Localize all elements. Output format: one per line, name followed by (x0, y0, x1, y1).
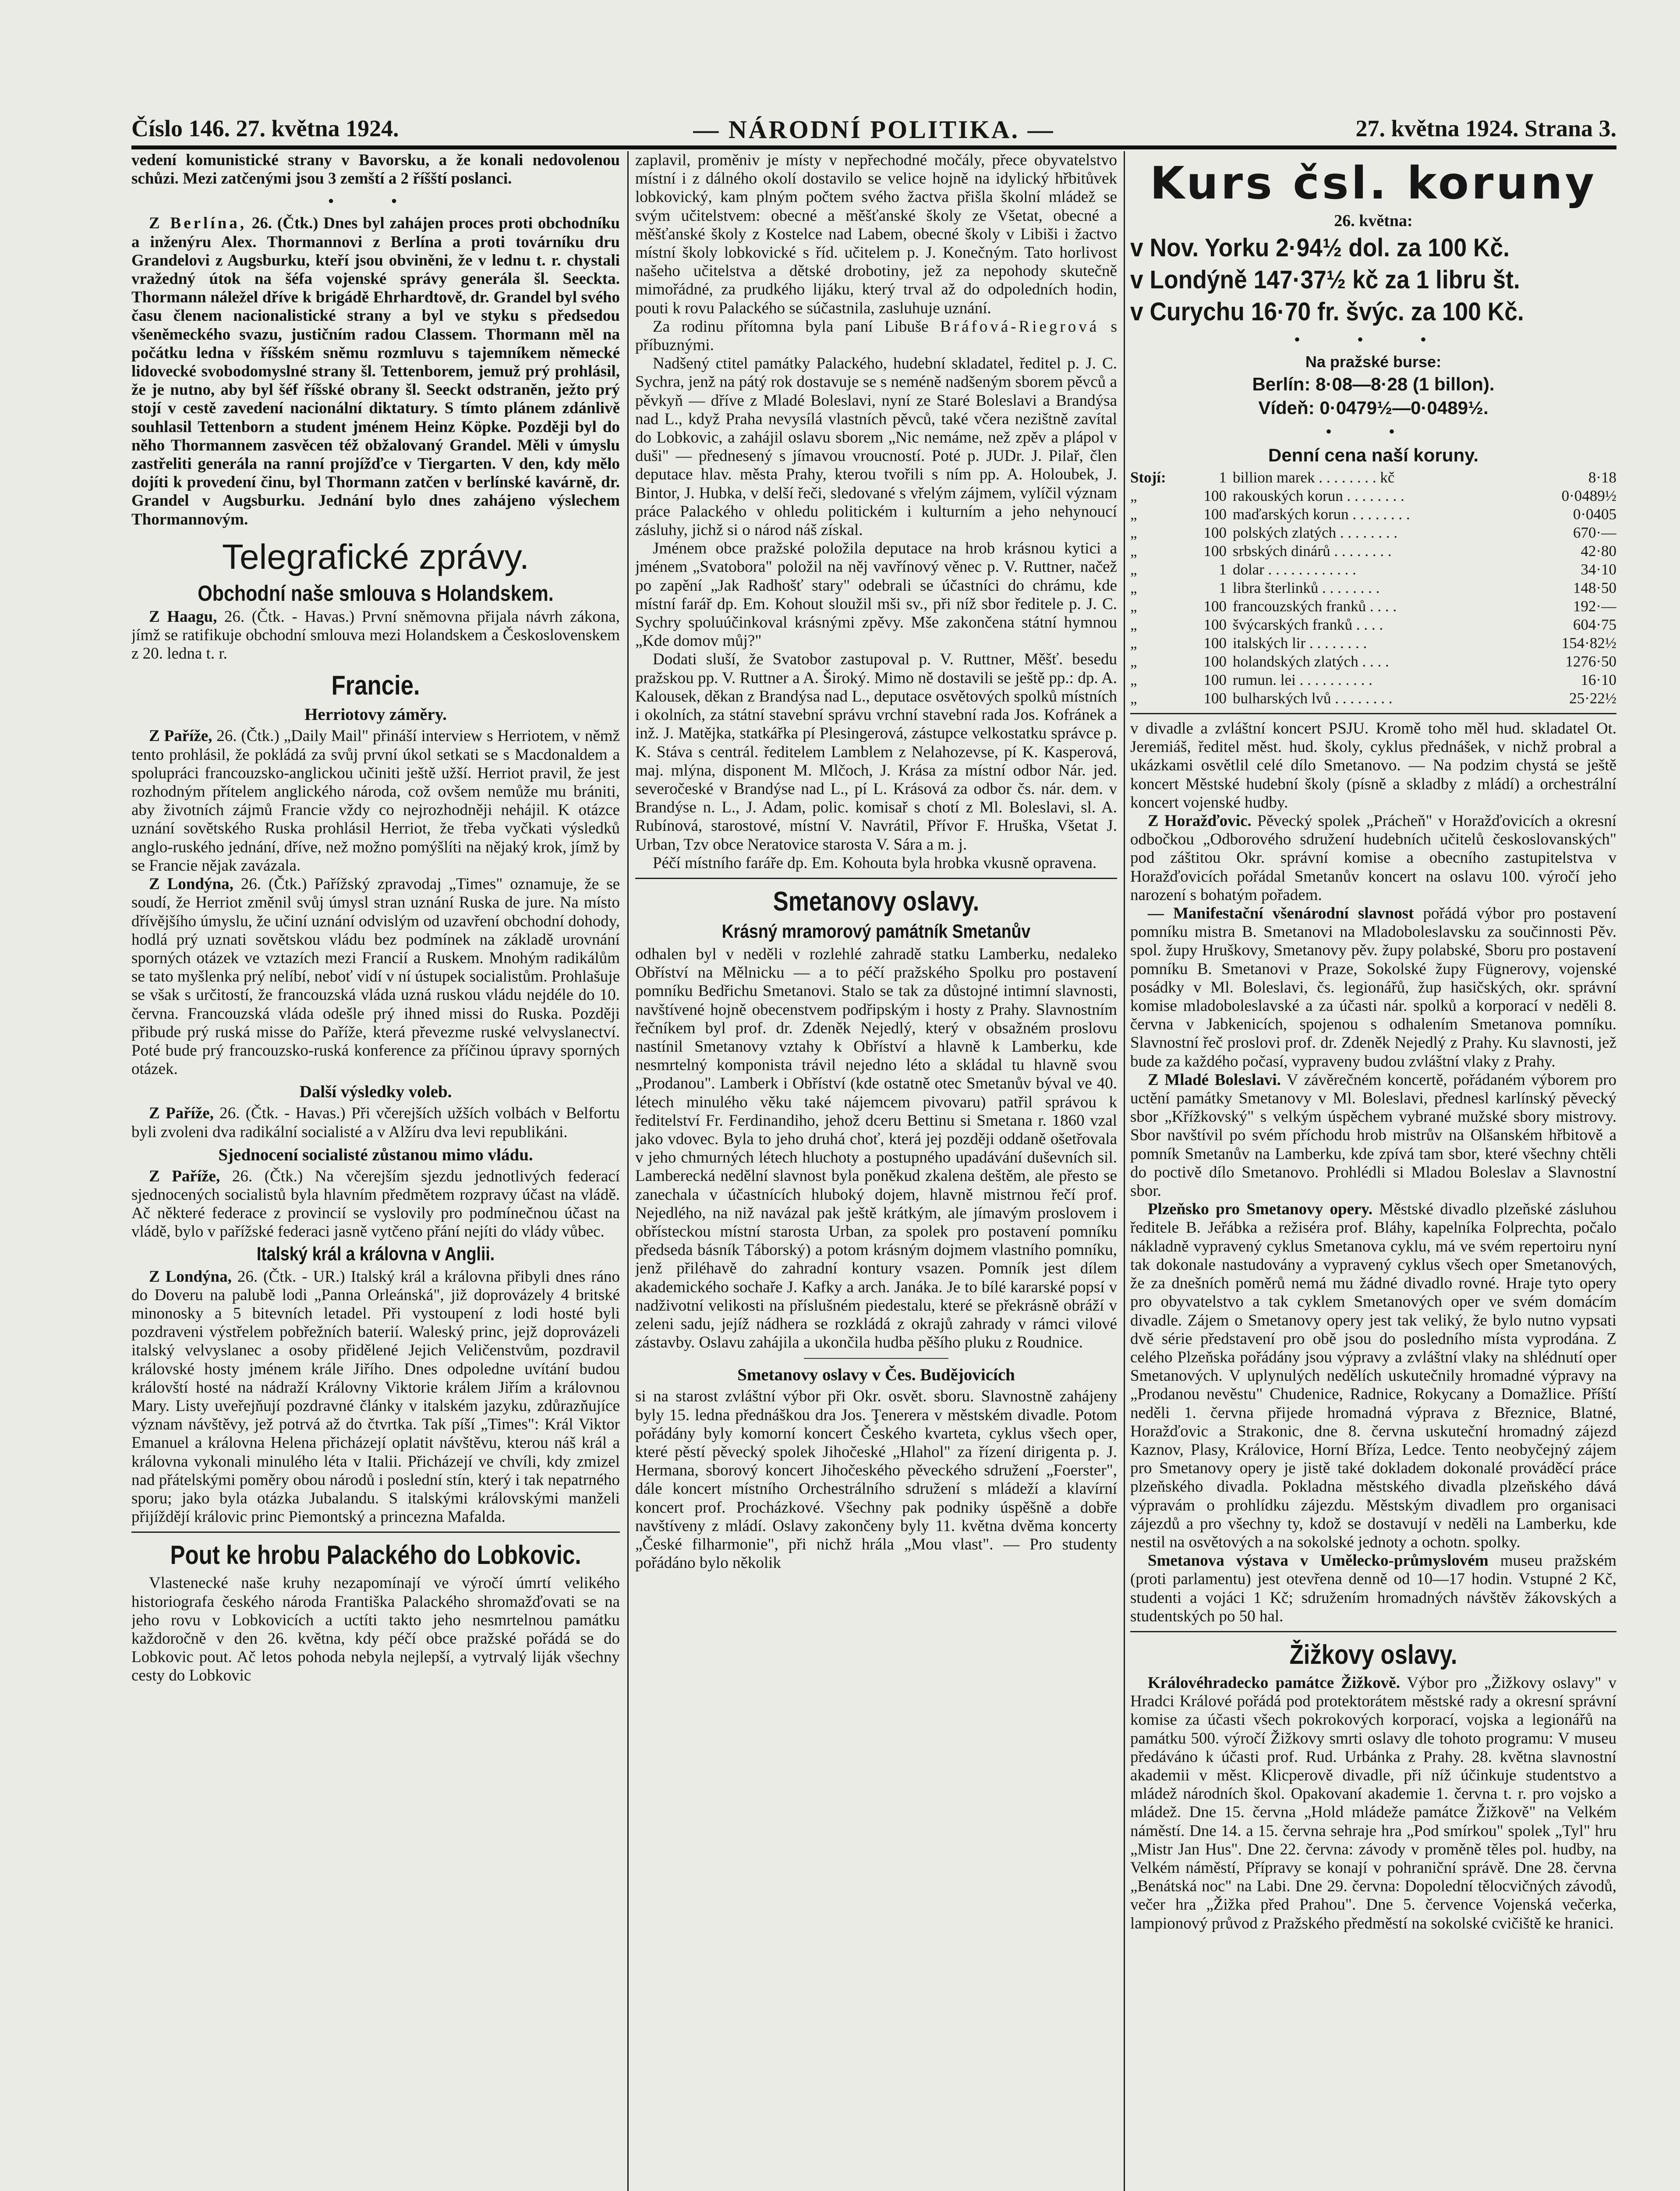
rate-amount: 1 (1219, 469, 1227, 486)
dateline: Z Horažďovic. (1148, 812, 1252, 830)
article-text (131, 1268, 620, 1527)
rate-amount: 100 (1203, 635, 1227, 652)
rate-currency: holandských zlatých . . . . (1233, 653, 1389, 670)
section-rule (804, 1358, 948, 1359)
currency-row (1130, 524, 1616, 542)
rate-label: „ (1130, 671, 1137, 688)
article-headline: Smetanovy oslavy. (773, 886, 980, 917)
article-body: 26. (Čtk. - Havas.) Při včerejších užších volbách v Belfortu byli zvoleni dva radikální socialisté a v Alžíru dva levi republikáni. (131, 1104, 620, 1141)
article-text: Vlastenecké naše kruhy nezapomínají ve výročí úmrtí velikého historiografa českého národa Františka Palackého shromažďovati se na jeho rovu v Lobkovicích a uctíti takto jeho nesmrtelnou památku každoročně v den 26. května, kdy péčí obce pražské pořádá se do Lobkovic pout. Ač letos pohoda nebyla nejlepší, a vytrvalý liják všechny cesty do Lobkovic (131, 1574, 620, 1685)
article-text (131, 727, 620, 875)
dateline: Z Londýna, (149, 1267, 232, 1286)
rate-value: 604·75 (1573, 616, 1616, 633)
exchange-rate-title: Kurs čsl. koruny (1150, 157, 1597, 209)
rate-value: 16·10 (1581, 671, 1616, 688)
article-text: si na starost zvláštní výbor při Okr. osvět. sboru. Slavnostně zahájeny byly 15. ledna přednáškou dra Jos. Ţenerera v městském divadle. Potom pořádány byly komorní koncert Českého kvarteta, cyklus všech oper, které pěstí pěvecký spolek Jihočeské „Hlahol" za řízení dirigenta p. J. Hermana, sborový koncert Jihočeského pěveckého sdružení „Foerster", dále koncert místního Orchestrálního sdružení s mládeží a klavírní koncert prof. Procházkové. Všechny pak podniky úspěšně a dobře navštíveny z mládí. Oslavy zakončeny byly 11. května dvěma koncerty „České filharmonie", při nichž hrála „Mou vlast". — Pro studenty pořádáno bylo několik (635, 1387, 1117, 1572)
issue-number: Číslo 146. 27. května 1924. (131, 115, 399, 142)
rate-label: „ (1130, 506, 1137, 523)
currency-row (1130, 505, 1616, 524)
column-divider (627, 151, 629, 2191)
article-text: zaplavil, proměniv je místy v nepřechodné močály, přece obyvatelstvo místní i z dálného okolí dostavilo se velice hojně na idylický hřbitůvek lobkovický, kam plným počtem svého žactva přišla školní mládež se svým učitelstvem: obecné a měšťanské školy ze Všetat, obecné a měšťanské školy z Kostelce nad Labem, obecné školy v Libiši i žactvo místní školy lobkovické s říd. učitelem p. J. Konečným. Tato horlivost našeho učitelstva a dětské drobotiny, jež za nepohody skutečně mimořádné, za prudkého lijáku, který trval až do odpoledních hodin, pouti k rovu Palackého se súčastnila, zasluhuje uznání. (635, 151, 1117, 317)
article-headline: Francie. (331, 670, 420, 701)
masthead-rule (131, 145, 1616, 149)
article-body: 26. (Čtk. - Havas.) První sněmovna přijala návrh zákona, jímž se ratifikuje obchodní smlouva mezi Holandskem a Československem z 20. ledna t. r. (131, 607, 620, 663)
article-body: 26. (Čtk.) Pařížský zpravodaj „Times" oznamuje, že se soudí, že Herriot změnil svůj úmysl stran uznání Ruska de jure. Na místo dřívějšího úmyslu, že učiní uznání odvislým od uzavření obchodní dohody, hodlá prý uznati sovětskou vládu bez podmínek na základě urovnání sporných otázek ve vztazích mezi Francií a Ruskem. Mnohým radikálům se tato myšlenka prý nelíbí, neboť vidí v ní ústupek socialistům. Prohlašuje se však s určitostí, že francouzská vláda uzná ruskou vládu nejdéle do 10. června. Francouzská vláda odešle prý ihned missi do Ruska. Později přibude prý ruská misse do Paříže, která převezme ruské velvyslanectví. Poté bude prý francouzsko-ruská konference za příčinou úpravy sporných otázek. (131, 875, 620, 1078)
article-text (1130, 1552, 1616, 1626)
rate-label: „ (1130, 579, 1137, 596)
article-body: Městské divadlo plzeňské zásluhou ředitele B. Jeřábka a režiséra prof. Bláhy, kapelníka Folprechta, počalo nákladně vypravený cyklus Smetanova cyklu, má ve svém repertoiru nyní tak dokonale nastudovány a vypravený cyklus všech oper Smetanových, že za dnešních poměrů nemá mu žádné divadlo rovné. Hraje tyto opery pro obyvatelstvo a tak cyklem Smetanových oper ve svém domácím divadle. Zájem o Smetanovy opery jest tak veliký, že bylo nutno vypsati dvě série představení pro obě jsou do posledního místa vyprodána. Z celého Plzeňska pořádány jsou výpravy a zvláštní vlaky na shlédnutí oper Smetanových. V uplynulých nedělích uskutečnily hromadné výpravy na „Prodanou nevěstu" Chudenice, Radnice, Rokycany a Domažlice. Příští neděli 1. června přijede hromadná výprava z Březnice, Blatné, Horažďovic a Strakonic, dne 8. června uskuteční hromadný zájezd Kaznov, Plasy, Královice, Horní Bříza, Ledce. Tento neobyčejný zájem pro Smetanovy opery je jistě také dokladem dokonalé prováděcí práce plzeňského divadla. Pokladna městského divadla plzeňského dává výpravám o prohlídku zájezdu. Městským divadlem pro organisaci zájezdů a pro všechny ty, kdož se dostavují v neděli na Lamberku, kde nestil na osvětových a na sokolské jednoty a ochotn. spolky. (1130, 1200, 1616, 1551)
rate-currency: rumun. lei . . . . . . . . . . (1233, 671, 1372, 688)
rate-currency: italských lir . . . . . . . . (1233, 635, 1367, 652)
rate-label: „ (1130, 690, 1137, 707)
rate-amount: 100 (1203, 524, 1227, 541)
article-text (131, 875, 620, 1078)
column-1 (131, 151, 620, 2191)
article-text (131, 1104, 620, 1141)
dateline: Smetanova výstava v Umělecko-průmyslovém (1148, 1552, 1489, 1570)
rate-amount: 1 (1219, 561, 1227, 578)
article-body: Pěvecký spolek „Prácheň" v Horažďovicích a okresní odbočkou „Odborového sdružení hudebních učitelů českoslovanských" pod záštitou Okr. správní komise a obecního zastupitelstva v Horažďovicích pořádal Smetanův koncert na oslavu 100. výročí jeho narození s bohatým pořadem. (1130, 812, 1616, 904)
article-body: 26. (Čtk.) Na včerejším sjezdu jednotlivých federací sjednocených socialistů byla hlavním předmětem rozpravy účast na vládě. Ač některé federace z provincií se vyslovily pro podmínečnou účast na vládě, bylo v pařížské federaci jasně vytčeno přání nejíti do vlády vůbec. (131, 1167, 620, 1241)
rate-value: 670·— (1573, 524, 1616, 541)
article-subheadline: Krásný mramorový památník Smetanův (722, 920, 1031, 942)
page-number: 27. května 1924. Strana 3. (1355, 115, 1616, 142)
rate-amount: 100 (1203, 598, 1227, 615)
currency-row (1130, 689, 1616, 708)
rate-value: 25·22½ (1569, 690, 1616, 707)
article-subheadline: Sjednocení socialisté zůstanou mimo vládu. (218, 1145, 533, 1164)
article-subheadline: Smetanovy oslavy v Čes. Budějovicích (737, 1365, 1015, 1385)
rate-amount: 100 (1203, 690, 1227, 707)
newspaper-title: — NÁRODNÍ POLITIKA. — (693, 115, 1055, 144)
rate-amount: 100 (1203, 616, 1227, 633)
article-text (1130, 812, 1616, 904)
rate-new-york: v Nov. Yorku 2·94½ dol. za 100 Kč. (1130, 234, 1510, 262)
separator-dots: • • (328, 191, 424, 211)
article-text (131, 214, 620, 528)
rate-amount: 1 (1219, 579, 1227, 596)
article-text (635, 318, 1117, 355)
person-name: Bráfová-Riegrová (940, 317, 1100, 336)
rate-value: 154·82½ (1561, 635, 1616, 652)
dateline: Z Mladé Boleslavi. (1148, 1071, 1281, 1089)
dateline: — Manifestační všenárodní slavnost (1148, 904, 1414, 923)
rate-label: „ (1130, 598, 1137, 615)
section-heading: Telegrafické zprávy. (222, 537, 529, 576)
currency-row (1130, 652, 1616, 671)
rate-value: 34·10 (1581, 561, 1616, 578)
rate-label: „ (1130, 561, 1137, 578)
rate-value: 1276·50 (1565, 653, 1616, 670)
rate-currency: libra šterlinků . . . . . . . . (1233, 579, 1380, 596)
daily-price-title: Denní cena naší koruny. (1268, 445, 1479, 465)
column-2 (635, 151, 1117, 2191)
rate-amount: 100 (1203, 487, 1227, 504)
article-text: vedení komunistické strany v Bavorsku, a že konali nedovolenou schůzi. Mezi zatčenými jsou 3 zemští a 2 říšští poslanci. (131, 151, 620, 188)
separator-dots: • • • (1294, 330, 1453, 349)
column-3 (1130, 151, 1616, 2191)
article-headline: Italský král a královna v Anglii. (256, 1243, 495, 1265)
article-subheadline: Herriotovy záměry. (304, 705, 447, 724)
exchange-rate-date: 26. května: (1334, 212, 1413, 230)
rate-value: 148·50 (1573, 579, 1616, 596)
article-body: s příbuznými. (635, 317, 1117, 355)
currency-row (1130, 560, 1616, 579)
article-text: Péčí místního faráře dp. Em. Kohouta byla hrobka vkusně opravena. (653, 854, 1097, 872)
rate-value: 8·18 (1588, 469, 1616, 486)
currency-table (1130, 468, 1616, 708)
article-body: 26. (Čtk. - UR.) Italský král a královna přibyli dnes ráno do Doveru na palubě lodi „Panna Orleánská", již doprovázely 4 britské minonosky a 5 bitevních letadel. Při vystoupení z lodi hosté byli pozdraveni výstřelem pobřežních baterií. Waleský princ, jejž doprovázeli italský velvyslanec a osoby přidělené Jejich Veličenstvům, pozdravil královské hosty jménem krále Jiřího. Dnes odpoledne uvítání budou královští hosté na nádraží Královny Viktorie králem Jiřím a královnou Mary. Listy uveřejňují pozdravné články v italském jazyku, zdůrazňujíce význam návštěvy, jež potrvá až do čtvrtka. Tak píší „Times": Král Viktor Emanuel a královna Helena přicházejí oplatit návštěvu, kterou náš král a královna vykonali minulého léta v Italii. Přicházejí ve chvíli, kdy zmizel nad přátelskými poměry obou národů i poslední stín, který i tak nepatrného sporu; jako byla otázka Jubalandu. S italskými královskými manželi přijíždějí královic princ Piemontský a princezna Mafalda. (131, 1267, 620, 1526)
rate-value: 192·— (1573, 598, 1616, 615)
article-text: Jménem obce pražské položila deputace na hrob krásnou kytici a jménem „Svatobora" položil na něj vavřínový věnec p. V. Ruttner, načež po zapění „Jak Radhošť stary" odebrali se účastníci do chrámu, kde místní farář dp. Em. Kohout sloužil mši sv., při níž sbor ředitele p. J. C. Sychry spoluúčinkoval krásnými zpěvy. Mše zakončena státní hymnou „Kde domov můj?" (635, 539, 1117, 650)
rate-label: „ (1130, 487, 1137, 504)
article-text (1130, 1674, 1616, 1933)
article-text: Dodati sluší, že Svatobor zastupoval p. V. Ruttner, Měšť. besedu pražskou pp. V. Ruttner a A. Široký. Mimo ně dostavili se ještě pp.: dp. A. Kalousek, děkan z Brandýsa nad L., deputace osvětových spolků místních i okolních, za státní stavební správu vrchní stavební rada Jos. Kofránek a inž. J. Matějka, statkářka pí Plesingerová, zástupce velkostatku správce p. K. Stáva s centrál. ředitelem Lamblem z Nelahozevse, pí K. Kasperová, maj. mlýna, disponent M. Mlčoch, J. Krása za místní odbor Nár. jed. severočeské v Brandýse nad L., pí L. Krásová za odbor čs. nár. dem. v Brandýse n. L., J. Adam, polic. komisař s chotí z Ml. Boleslavi, sl. A. Rubínová, starostové, místní V. Navrátil, Přívor F. Hruška, Všetat J. Urban, Tzv obce Neratovice starosta V. Sára a m. j. (635, 650, 1117, 854)
currency-row (1130, 487, 1616, 505)
article-body: pořádá výbor pro postavení pomníku mistra B. Smetanovi na Mladoboleslavsku za součinnosti Pěv. spol. župy Hruškovy, Smetanovy pěv. župy polabské, Sboru pro postavení pomníku B. Smetanovi v Praze, Sokolské župy Fügnerovy, vojenské posádky v Ml. Boleslavi, čs. legionářů, žup hasičských, okr. správní komise mladoboleslavské a za účasti nár. spolků a korporací v neděli 8. června v Jabkenicích, spojenou s odhalením Smetanova pomníku. Slavnostní řeč proslovi prof. dr. Zdeněk Nejedlý z Prahy. Ku slavnosti, jež bude za každého počasí, vypraveny budou zvláštní vlaky z Prahy. (1130, 904, 1616, 1071)
burse-berlin: Berlín: 8·08—8·28 (1 billon). (1252, 374, 1495, 394)
rate-london: v Londýně 147·37½ kč za 1 libru št. (1130, 266, 1520, 294)
currency-row (1130, 542, 1616, 560)
article-text (131, 1167, 620, 1241)
rate-currency: polských zlatých . . . . . . . . (1233, 524, 1398, 541)
section-rule (131, 1532, 620, 1533)
rate-currency: dolar . . . . . . . . . . . . (1233, 561, 1356, 578)
rate-zurich: v Curychu 16·70 fr. švýc. za 100 Kč. (1130, 298, 1524, 326)
article-body: museu pražském (proti parlamentu) jest otevřena denně od 10—17 hodin. Vstupné 2 Kč, studenti a vojáci 1 Kč; sdružením hromadných návštěv žákovských a studentských po 50 hal. (1130, 1552, 1616, 1625)
article-text (1130, 1200, 1616, 1552)
article-text: v divadle a zvláštní koncert PSJU. Kromě toho měl hud. skladatel Ot. Jeremiáš, ředitel měst. hud. školy, cyklus přednášek, v nichž probral a ukázkami osvětlil celé dílo Smetanovo. — Na podzim chystá se ještě koncert Městské hudební školy (písně a skladby z mládí) a orchestrální koncert vojenské hudby. (1130, 720, 1616, 812)
article-subheadline: Další výsledky voleb. (299, 1082, 452, 1102)
dateline: Z Berlína, (149, 214, 247, 233)
article-headline: Obchodní naše smlouva s Holandskem. (198, 581, 554, 606)
rate-value: 0·0405 (1573, 506, 1616, 523)
rate-amount: 100 (1203, 653, 1227, 670)
section-rule (1130, 1631, 1616, 1632)
rate-label: „ (1130, 524, 1137, 541)
dateline: Z Haagu, (149, 607, 217, 626)
currency-row (1130, 468, 1616, 487)
currency-row (1130, 579, 1616, 597)
rate-label: „ (1130, 653, 1137, 670)
article-body: Za rodinu přítomna byla paní Libuše (653, 317, 941, 336)
article-body: V závěrečném koncertě, pořádaném výborem pro uctění památky Smetanovy v Ml. Boleslavi, přednesl karlínský pěvecký sbor „Křížkovský" s velkým úspěchem vybrané mužské sbory mistrovy. Sbor navštívil po svém příchodu hrob mistrův na Olšanském hřbitově a pomník Smetanův na Lamberku, kde zpívá tam sbor, které všechny chtěli do poctivě dílo Smetanovo. Prohlédli si Mladou Boleslav a Slavnostní sbor. (1130, 1071, 1616, 1200)
currency-row (1130, 634, 1616, 652)
article-text: odhalen byl v neděli v rozlehlé zahradě statku Lamberku, nedaleko Obříství na Mělnicku — a to péčí pražského Spolku pro postavení pomníku Bedřichu Smetanovi. Stalo se tak za důstojné intimní slavnosti, navštívené hojně obecenstvem podřipským i hosty z Prahy. Slavnostním řečníkem byl prof. dr. Zdeněk Nejedlý, který v obsažném proslovu nastínil Smetanovy vztahy k Obříství a hlavně k Lamberku, kde nesmrtelný komponista trávil nejedno léto a skládal tu hlavně svou „Prodanou". Lamberk i Obříství (kde ostatně otec Smetanův býval ve 40. létech minulého věku také nájemcem pivovaru) patřil správou k ředitelství Fr. Ferdinandiho, jehož dceru Bettinu si Smetana r. 1860 vzal jako vdovec. Byla to jeho druhá choť, která jej později oddaně ošetřovala v jeho chmurných létech hluchoty a postupného upadávání duševních sil. Lamberecká nedělní slavnost byla poněkud zkalena deštěm, ale přesto se zanechala v účastnících hluboký dojem, hlavně mistrnou řečí prof. Nejedlého, na niž navázal pak ještě krátkým, ale jímavým proslovem i obřísteckou místní starosta Urban, za spolek pro postavení pomníku předseda básník Táborský) a potom krásným dojmem vlastního pomníku, jenž přiléhavě do zahradní kontury vsazen. Pomník jest dílem akademického sochaře J. Kafky a arch. Janáka. Je to bílé kararské popsí v nadživotní velikosti na příslušném piedestalu, které se překrásně obráží v zeleni sadu, jejíž nádhera se rozkládá z okrajů zahrady v rámci vilové zástavby. Oslavu zahájila a ukončila hudba pěšího pluku z Roudnice. (635, 945, 1117, 1352)
section-rule (1130, 713, 1616, 714)
currency-row (1130, 671, 1616, 689)
article-headline: Žižkovy oslavy. (1289, 1639, 1457, 1670)
rate-currency: rakouských korun . . . . . . . . (1233, 487, 1404, 504)
rate-amount: 100 (1203, 506, 1227, 523)
rate-currency: maďarských korun . . . . . . . . (1233, 506, 1410, 523)
article-body: 26. (Čtk.) Dnes byl zahájen proces proti obchodníku a inženýru Alex. Thormannovi z Berlína a proti továrníku dru Grandelovi z Augsburku, kteří jsou obviněni, že v lednu t. r. chystali vražedný útok na šéfa vojenské správy generála šl. Seeckta. Thormann náležel dříve k brigádě Ehrhardtově, dr. Grandel byl svého času členem nacionalistické strany a byl ve styku s předsedou všeněmeckého svazu, justičním radou Classem. Thormann měl na počátku ledna v říšském sněmu rozmluvu s tajemníkem německé lidovecké svobodomyslné strany šl. Tettenborem, jemuž prý prohlásil, že je nutno, aby byl šéf říšské obrany šl. Seeckt odstraněn, ježto prý stojí v cestě zavedení nacionální diktatury. S tímto plánem zdánlivě souhlasil Tettenborn a student jménem Heinz Köpke. Později byl do něho Thormannem zasvěcen též obžalovaný Grandel. Měli v úmyslu zastřeliti generála na ranní projížďce v Tiergarten. V den, kdy mělo dojíti k provedení činu, byl Thormann zatčen v berlínské kavárně, dr. Grandel v Augsburku. Jednání bylo dnes zahájeno výslechem Thormannovým. (131, 214, 620, 528)
rate-value: 42·80 (1581, 542, 1616, 560)
currency-row (1130, 616, 1616, 634)
rate-currency: srbských dinárů . . . . . . . . (1233, 542, 1392, 560)
article-text (131, 608, 620, 663)
article-headline: Pout ke hrobu Palackého do Lobkovic. (170, 1540, 581, 1570)
dateline: Z Paříže, (149, 1167, 220, 1185)
rate-label: „ (1130, 542, 1137, 560)
dateline: Královéhradecko památce Žižkově. (1148, 1673, 1400, 1692)
rate-currency: bulharských lvů . . . . . . . . (1233, 690, 1393, 707)
section-rule (635, 878, 1117, 879)
burse-title: Na pražské burse: (1305, 353, 1442, 371)
dateline: Z Paříže, (149, 1104, 214, 1123)
rate-value: 0·0489½ (1561, 487, 1616, 504)
rate-amount: 100 (1203, 542, 1227, 560)
rate-label: Stojí: (1130, 469, 1166, 486)
dateline: Plzeňsko pro Smetanovy opery. (1148, 1200, 1373, 1219)
column-divider (1124, 151, 1125, 2191)
rate-currency: francouzských franků . . . . (1233, 598, 1397, 615)
rate-amount: 100 (1203, 671, 1227, 688)
rate-currency: švýcarských franků . . . . (1233, 616, 1383, 633)
article-text (1130, 904, 1616, 1071)
article-text (1130, 1071, 1616, 1200)
rate-label: „ (1130, 616, 1137, 633)
currency-row (1130, 597, 1616, 616)
rate-currency: billion marek . . . . . . . . kč (1233, 469, 1395, 486)
article-text: Nadšený ctitel památky Palackého, hudební skladatel, ředitel p. J. C. Sychra, jenž na pátý rok dostavuje se s neméně nadšeným sborem pěvců a pěvkyň — dříve z Mladé Boleslavi, nyní ze Staré Boleslavi a Brandýsa nad L., když Praha nevysílá vlastních pěvců, také včera nezištně zavítal do Lobkovic, a zahájil oslavu sborem „Nic nemáme, než zpěv a plápol v duši" — přednesený s jímavou vroucností. Poté p. JUDr. J. Pilař, člen deputace hlav. města Prahy, kterou tvořili s ním pp. A. Holoubek, J. Bintor, J. Hubka, v delší řeči, sledované s vřelým zájmem, vylíčil význam práce Palackého v ohledu politickém i kulturním a jeho nehynoucí zásluhy, jichž si o národ náš získal. (635, 355, 1117, 539)
burse-vienna: Vídeň: 0·0479½—0·0489½. (1258, 397, 1489, 418)
dateline: Z Londýna, (149, 875, 233, 893)
rate-label: „ (1130, 635, 1137, 652)
article-body: 26. (Čtk.) „Daily Mail" přináší interview s Herriotem, v němž tento prohlásil, že pokládá za svůj první úkol setkati se s Macdonaldem a spolupráci francouzsko-anglickou učiniti ještě užší. Herriot pravil, že jest rozhodným přítelem anglického národa, což ovšem nemůže mu brániti, aby životních zájmů Francie vždy co nejrozhodněji nehájil. K otázce uznání sovětského Ruska prohlásil Herriot, že třeba vyčkati výsledků anglo-ruského jednání, dříve, než možno pomýšlíti na nějaký krok, jímž by se Francie nějak zavázala. (131, 727, 620, 875)
article-body: Výbor pro „Žižkovy oslavy" v Hradci Králové pořádá pod protektorátem městské rady a okresní správní komise za účasti všech pokrokových korporací, vojska a legionářů na památku 500. výročí Žižkovy smrti oslavy dle tohoto programu: V museu předáváno k účasti prof. Rud. Urbánka z Prahy. 28. května slavnostní akademii v měst. Klicperově divadle, při níž účinkuje studentstvo a mládež národních škol. Opakovaní akademie 1. června t. r. pro vojsko a mládež. Dne 15. června „Hold mládeže památce Žižkově" na Velkém náměstí. Dne 14. a 15. června sehraje hra „Pod smírkou" spolek „Tyl" hru „Mistr Jan Hus". Dne 22. června: závody v proměně těles pol. hudby, na Velkém náměstí, Přípravy se konají v pohraniční správě. Dne 28. června „Benátská noc" na Labi. Dne 29. června: Dopolední tělocvičných závodů, večer hra „Žižka před Prahou". Dne 5. července Vojenská večerka, lampionový průvod z Pražského předměstí na sokolské cvičiště ke hranici. (1130, 1673, 1616, 1932)
separator-dots: • • (1325, 422, 1421, 441)
dateline: Z Paříže, (149, 727, 212, 745)
